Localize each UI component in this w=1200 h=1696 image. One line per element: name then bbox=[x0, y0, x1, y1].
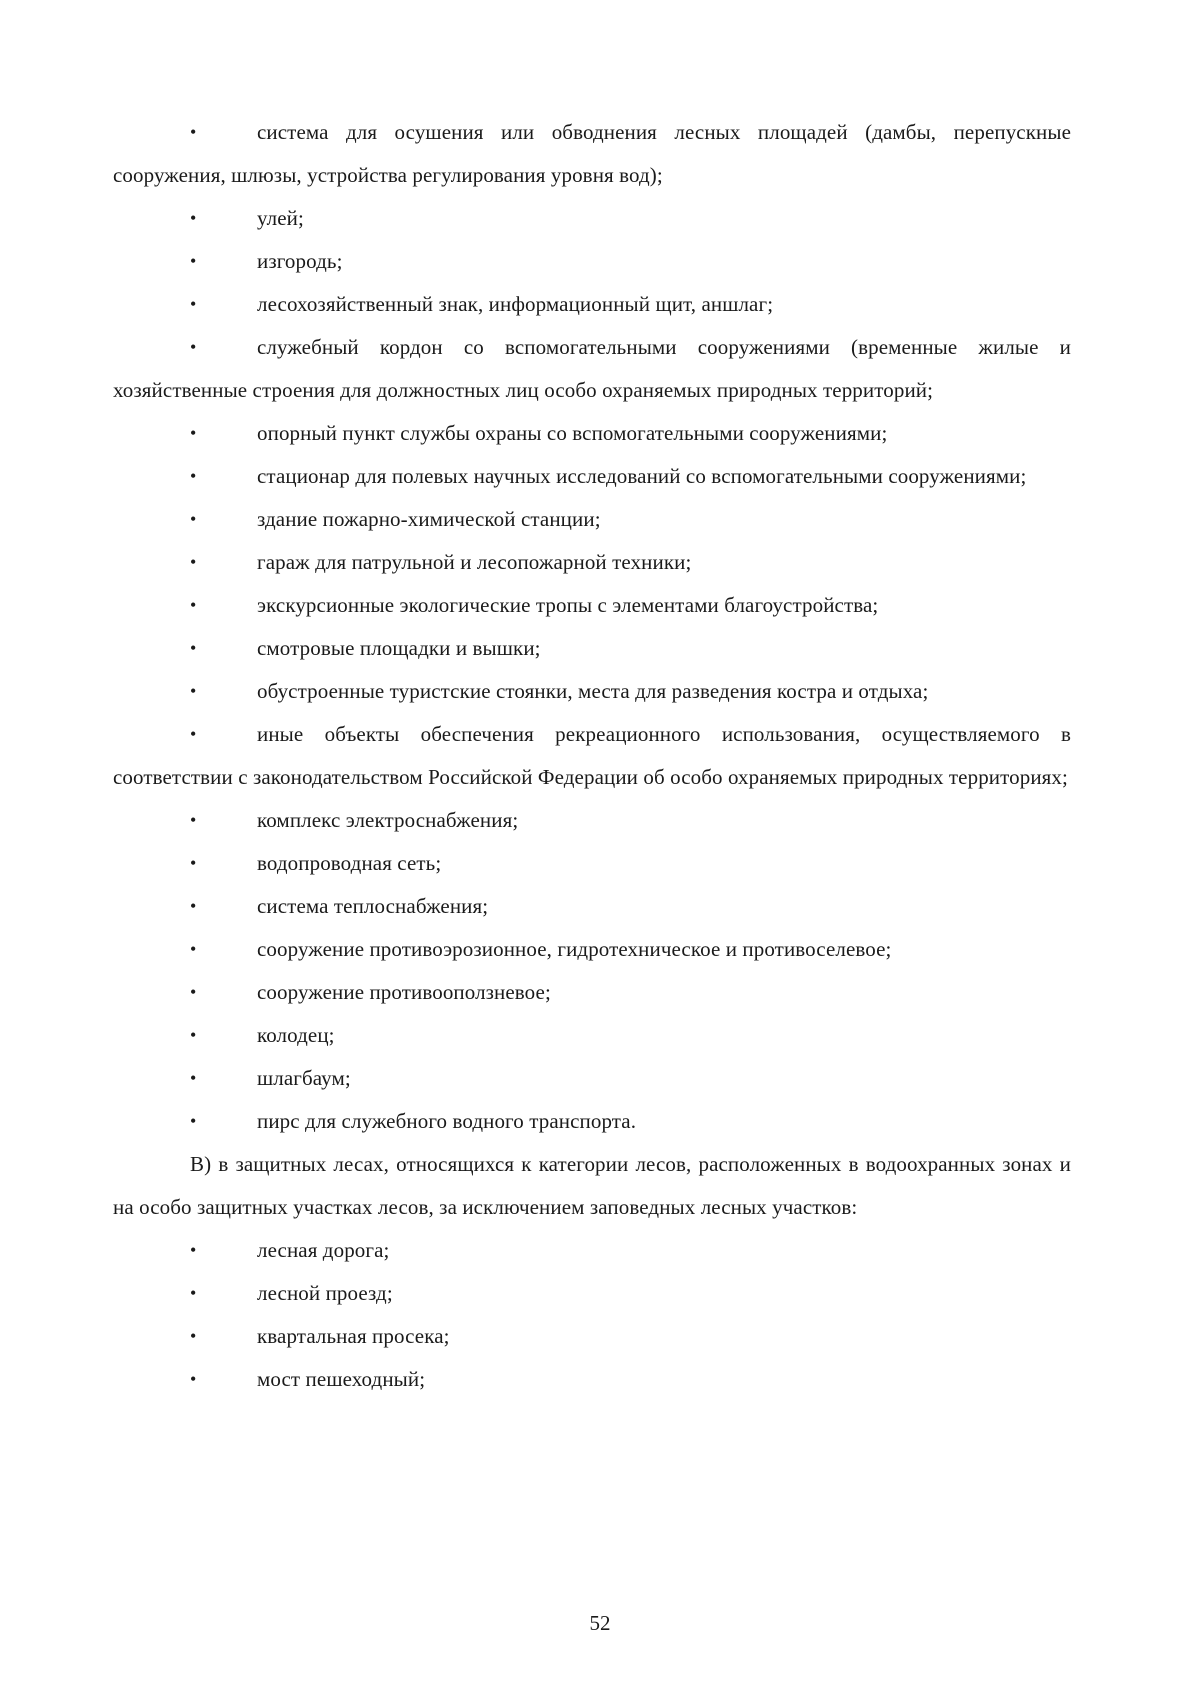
list-item bbox=[113, 240, 1071, 283]
list-item bbox=[113, 627, 1071, 670]
list-item-text: улей; bbox=[257, 206, 304, 230]
bullet-icon: • bbox=[190, 982, 197, 1002]
list-item-text: водопроводная сеть; bbox=[257, 851, 442, 875]
bullet-icon: • bbox=[190, 1283, 197, 1303]
bullet-icon: • bbox=[190, 1326, 197, 1346]
list-item-text: стационар для полевых научных исследований со вспомогательными сооружениями; bbox=[257, 464, 1027, 488]
bullet-icon: • bbox=[190, 1240, 197, 1260]
list-item-text: изгородь; bbox=[257, 249, 343, 273]
list-item bbox=[113, 842, 1071, 885]
bullet-icon: • bbox=[190, 810, 197, 830]
list-item bbox=[113, 1272, 1071, 1315]
list-item-text: гараж для патрульной и лесопожарной техники; bbox=[257, 550, 692, 574]
list-item-text: мост пешеходный; bbox=[257, 1367, 426, 1391]
bullet-icon: • bbox=[190, 681, 197, 701]
bullet-icon: • bbox=[190, 638, 197, 658]
list-item-text: здание пожарно-химической станции; bbox=[257, 507, 601, 531]
list-item bbox=[113, 111, 1071, 197]
list-item-text: колодец; bbox=[257, 1023, 335, 1047]
list-item bbox=[113, 1315, 1071, 1358]
list-item-text: система теплоснабжения; bbox=[257, 894, 489, 918]
list-item-text: шлагбаум; bbox=[257, 1066, 351, 1090]
list-item-text: служебный кордон со вспомогательными сооружениями (временные жилые и хозяйственные строения для должностных лиц особо охраняемых природных территорий; bbox=[113, 335, 1071, 402]
bullet-icon: • bbox=[190, 595, 197, 615]
list-item bbox=[113, 498, 1071, 541]
bullet-icon: • bbox=[190, 423, 197, 443]
bullet-icon: • bbox=[190, 939, 197, 959]
list-item bbox=[113, 283, 1071, 326]
list-item-text: опорный пункт службы охраны со вспомогательными сооружениями; bbox=[257, 421, 888, 445]
bullet-icon: • bbox=[190, 896, 197, 916]
list-item-text: обустроенные туристские стоянки, места для разведения костра и отдыха; bbox=[257, 679, 929, 703]
list-item-text: смотровые площадки и вышки; bbox=[257, 636, 541, 660]
list-item bbox=[113, 713, 1071, 799]
list-item bbox=[113, 1100, 1071, 1143]
list-item-text: квартальная просека; bbox=[257, 1324, 450, 1348]
list-item bbox=[113, 1229, 1071, 1272]
list-item bbox=[113, 670, 1071, 713]
list-item bbox=[113, 971, 1071, 1014]
list-item-text: система для осушения или обводнения лесных площадей (дамбы, перепускные сооружения, шлюзы, устройства регулирования уровня вод); bbox=[113, 120, 1071, 187]
list-item bbox=[113, 541, 1071, 584]
list-item bbox=[113, 885, 1071, 928]
bullet-icon: • bbox=[190, 1025, 197, 1045]
list-item bbox=[113, 412, 1071, 455]
list-item bbox=[113, 1358, 1071, 1401]
bullet-icon: • bbox=[190, 509, 197, 529]
list-item-text: лесная дорога; bbox=[257, 1238, 390, 1262]
list-item bbox=[113, 928, 1071, 971]
list-item-text: сооружение противоэрозионное, гидротехническое и противоселевое; bbox=[257, 937, 892, 961]
list-item-text: пирс для служебного водного транспорта. bbox=[257, 1109, 637, 1133]
page-number: 52 bbox=[589, 1611, 611, 1635]
bullet-list-protective-forests bbox=[113, 1229, 1071, 1401]
list-item-text: экскурсионные экологические тропы с элементами благоустройства; bbox=[257, 593, 879, 617]
bullet-icon: • bbox=[190, 294, 197, 314]
list-item bbox=[113, 799, 1071, 842]
list-item bbox=[113, 584, 1071, 627]
list-item-text: комплекс электроснабжения; bbox=[257, 808, 519, 832]
page-content bbox=[113, 111, 1071, 1401]
list-item bbox=[113, 197, 1071, 240]
bullet-icon: • bbox=[190, 724, 197, 744]
list-item bbox=[113, 1057, 1071, 1100]
list-item bbox=[113, 455, 1071, 498]
list-item-text: сооружение противооползневое; bbox=[257, 980, 551, 1004]
list-item bbox=[113, 326, 1071, 412]
bullet-icon: • bbox=[190, 251, 197, 271]
bullet-icon: • bbox=[190, 552, 197, 572]
list-item-text: лесной проезд; bbox=[257, 1281, 393, 1305]
bullet-icon: • bbox=[190, 466, 197, 486]
section-paragraph: В) в защитных лесах, относящихся к категории лесов, расположенных в водоохранных зонах и на особо защитных участках лесов, за исключением заповедных лесных участков: bbox=[113, 1152, 1071, 1219]
list-item bbox=[113, 1014, 1071, 1057]
bullet-icon: • bbox=[190, 208, 197, 228]
bullet-list-objects bbox=[113, 111, 1071, 1143]
list-item-text: иные объекты обеспечения рекреационного использования, осуществляемого в соответствии с законодательством Российской Федерации об особо охраняемых природных территориях; bbox=[113, 722, 1071, 789]
bullet-icon: • bbox=[190, 122, 197, 142]
bullet-icon: • bbox=[190, 1369, 197, 1389]
bullet-icon: • bbox=[190, 1111, 197, 1131]
list-item-text: лесохозяйственный знак, информационный щит, аншлаг; bbox=[257, 292, 774, 316]
bullet-icon: • bbox=[190, 1068, 197, 1088]
bullet-icon: • bbox=[190, 337, 197, 357]
bullet-icon: • bbox=[190, 853, 197, 873]
